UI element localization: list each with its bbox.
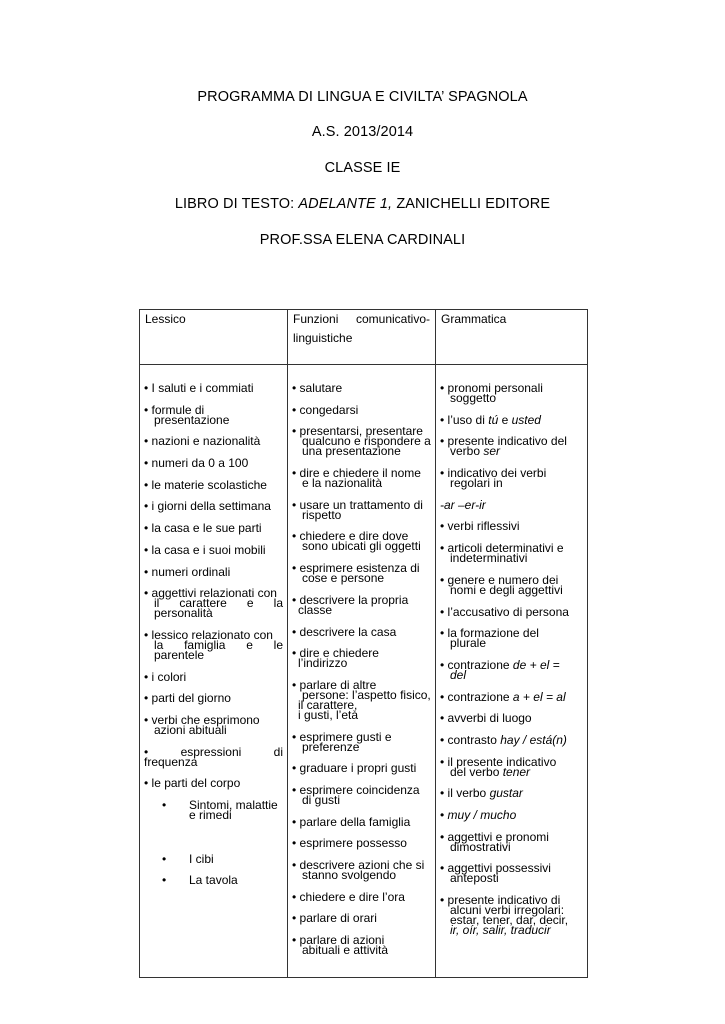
list-item (440, 627, 583, 650)
item-text-cont: dimostrativi (450, 839, 511, 854)
header-funzioni-word2: comunicativo- (355, 312, 430, 326)
header-lessico-label: Lessico (145, 312, 186, 326)
list-item (440, 520, 583, 533)
item-text: • I saluti e i commiati (144, 381, 254, 395)
item-text-part: • l’uso di (440, 412, 489, 427)
item-text-part: • (440, 808, 448, 822)
list-item (144, 746, 283, 769)
item-text: • articoli determinativi e (440, 541, 564, 556)
item-text: • esprimere coincidenza (292, 782, 420, 797)
item-text-cont: soggetto (450, 391, 497, 405)
list-item (292, 467, 431, 490)
item-text: • indicativo dei verbi (440, 466, 547, 481)
item-text-cont: classe (298, 602, 333, 617)
item-text-cont: estar, tener, dar, decir, (450, 913, 569, 928)
item-text-part: • contrazione (440, 657, 513, 672)
item-text: Sintomi, malattie (189, 798, 278, 812)
list-item (292, 784, 431, 807)
item-text-cont: preferenze (302, 739, 360, 754)
list-item (440, 659, 583, 682)
list-item (440, 574, 583, 597)
item-text-part: e (498, 412, 512, 427)
item-text-cont: il carattere, (298, 697, 358, 712)
list-item (292, 816, 431, 829)
item-text: • parlare di azioni (292, 933, 385, 948)
column-funzioni (288, 365, 436, 978)
item-text: • graduare i propri gusti (292, 761, 417, 776)
item-text-cont: plurale (450, 636, 487, 651)
item-text: • le materie scolastiche (144, 477, 267, 492)
textbook-prefix: LIBRO DI TESTO: (174, 196, 299, 212)
item-text-italic: de + el = (512, 657, 560, 672)
item-text: • numeri da 0 a 100 (144, 456, 249, 471)
header-funzioni-line1 (293, 313, 430, 326)
list-item (292, 912, 431, 925)
list-item (292, 647, 431, 670)
list-item (144, 435, 283, 448)
sub-list-item (144, 799, 283, 822)
item-text: • i colori (144, 669, 187, 684)
sub-list-item (144, 853, 283, 866)
item-text: • esprimere gusti e (292, 729, 392, 744)
item-text-part: • contrazione (440, 689, 513, 704)
list-item (292, 891, 431, 904)
item-text: • presentarsi, presentare (292, 424, 423, 439)
list-item (292, 731, 431, 754)
item-text-italic: -ar –er-ir (440, 497, 486, 512)
item-text-italic: usted (511, 412, 541, 427)
item-text (440, 499, 583, 512)
document-title: PROGRAMMA DI LINGUA E CIVILTA’ SPAGNOLA (197, 89, 528, 105)
header-grammatica-label: Grammatica (441, 312, 507, 326)
list-item (292, 594, 431, 617)
item-text-cont: una presentazione (302, 444, 401, 459)
item-text-italic: muy / mucho (447, 808, 517, 822)
list-item (144, 671, 283, 684)
item-text-italic: gustar (489, 786, 523, 801)
item-text-cont: qualcuno e rispondere a (302, 434, 431, 449)
item-text-cont: rispetto (302, 507, 342, 522)
item-text-part: • contrasto (440, 732, 501, 747)
list-item (144, 500, 283, 513)
item-text: • pronomi personali (440, 381, 543, 395)
item-text: • la casa e le sue parti (144, 521, 262, 536)
item-text: • il presente indicativo (440, 754, 557, 769)
item-text-cont: l’indirizzo (298, 656, 348, 671)
item-text: • la formazione del (440, 626, 539, 641)
item-text: • verbi riflessivi (440, 519, 520, 534)
item-text (440, 691, 583, 704)
item-text: • la casa e i suoi mobili (144, 542, 266, 557)
item-text: • parlare della famiglia (292, 814, 411, 829)
item-text: • congedarsi (292, 402, 359, 417)
list-item (440, 831, 583, 854)
list-item (440, 691, 583, 704)
item-text-italic: tener (502, 764, 531, 779)
item-text-cont: sono ubicati gli oggetti (302, 539, 421, 554)
list-item (292, 425, 431, 458)
item-text-cont: i gusti, l’età (298, 707, 359, 722)
textbook-publisher: ZANICHELLI EDITORE (392, 196, 551, 212)
item-text-cont (440, 766, 583, 779)
item-text-justified: il carattere e la (154, 596, 283, 611)
list-item (144, 457, 283, 470)
list-item (144, 714, 283, 737)
bullet-icon: • (162, 851, 167, 866)
list-item (144, 544, 283, 557)
list-item (440, 499, 583, 512)
item-text-cont: di gusti (302, 792, 341, 807)
list-item (440, 382, 583, 405)
bullet-icon: • (162, 798, 167, 812)
item-text-justified: la famiglia e le (154, 637, 283, 652)
item-text-cont: parentele (154, 647, 205, 662)
list-item (144, 777, 283, 790)
sub-list-item (144, 874, 283, 887)
item-text: La tavola (189, 873, 238, 888)
column-lessico (140, 365, 288, 978)
item-text: • esprimere possesso (292, 836, 407, 851)
item-text-cont: alcuni verbi irregolari: (450, 903, 565, 918)
item-text (440, 809, 583, 822)
list-item (440, 756, 583, 779)
item-text: • avverbi di luogo (440, 711, 532, 726)
item-text-italic: ir, oír, salir, traducir (450, 923, 551, 938)
item-text-cont: abituali e attività (302, 943, 389, 958)
item-text: • descrivere la casa (292, 624, 397, 639)
list-item (144, 382, 283, 395)
table-header-row (140, 310, 588, 365)
header-grammatica (436, 310, 588, 365)
item-text-cont: cose e persone (302, 571, 385, 586)
item-text-italic: hay / está(n) (500, 732, 567, 747)
header-funzioni-line2: linguistiche (293, 331, 353, 345)
class-name: CLASSE IE (324, 160, 401, 176)
item-text: • genere e numero dei (440, 572, 559, 587)
item-text-part: del verbo (450, 764, 503, 779)
list-item (144, 692, 283, 705)
item-text-cont: regolari in (450, 476, 503, 491)
list-item (292, 679, 431, 722)
list-item (440, 467, 583, 490)
item-text-cont: stanno svolgendo (302, 868, 397, 882)
list-item (144, 629, 283, 662)
table-body-row (140, 365, 588, 978)
item-text-italic: tú (488, 412, 499, 427)
item-text-cont: frequenza (144, 754, 198, 769)
header-lessico (140, 310, 288, 365)
item-text: • l’accusativo di persona (440, 604, 569, 619)
list-item (292, 404, 431, 417)
item-text: • dire e chiedere il nome (292, 466, 421, 481)
item-text (440, 414, 583, 427)
header-funzioni-word1: Funzioni (293, 312, 339, 326)
list-item (144, 479, 283, 492)
item-text (440, 734, 583, 747)
list-item (440, 809, 583, 822)
item-text: • nazioni e nazionalità (144, 434, 261, 449)
list-item (292, 382, 431, 395)
item-text-justified: • espressioni di (144, 744, 283, 759)
list-item (144, 404, 283, 427)
column-grammatica (436, 365, 588, 978)
item-text-cont: nomi e degli aggettivi (450, 582, 563, 597)
item-text: • parti del giorno (144, 691, 231, 706)
item-text-part: • il verbo (440, 786, 490, 801)
item-text: • le parti del corpo (144, 776, 241, 791)
item-text-cont: presentazione (154, 412, 230, 427)
list-item (440, 734, 583, 747)
item-text: • presente indicativo di (440, 893, 561, 908)
item-text-cont: azioni abituali (154, 722, 227, 737)
item-text-italic: del (450, 667, 467, 682)
list-item (440, 414, 583, 427)
list-item (292, 499, 431, 522)
list-item (440, 435, 583, 458)
textbook-title: ADELANTE 1, (298, 196, 393, 212)
item-text-part: verbo (450, 444, 484, 459)
item-text: • aggettivi possessivi (440, 861, 551, 876)
item-text-italic: a + el = al (512, 689, 566, 704)
item-text-cont: indeterminativi (450, 551, 528, 566)
item-text: • salutare (292, 381, 343, 395)
list-item (440, 712, 583, 725)
item-text: • aggettivi e pronomi (440, 829, 549, 844)
item-text-cont: persone: l’aspetto fisico, (302, 687, 431, 702)
item-text: • numeri ordinali (144, 564, 231, 579)
item-text: • formule di (144, 402, 205, 417)
item-text: • aggettivi relazionati con (144, 586, 277, 601)
item-text-cont: e rimedi (189, 808, 232, 822)
item-text: • verbi che esprimono (144, 712, 260, 727)
list-item (440, 862, 583, 885)
textbook-line (0, 196, 725, 212)
list-item (440, 606, 583, 619)
item-text-italic: ser (483, 444, 501, 459)
item-text: I cibi (189, 851, 214, 866)
list-item (292, 934, 431, 957)
item-text: • i giorni della settimana (144, 499, 271, 514)
item-text: • lessico relazionato con (144, 627, 273, 642)
item-text: • chiedere e dire l’ora (292, 889, 405, 904)
list-item (292, 562, 431, 585)
header-funzioni (288, 310, 436, 365)
list-item (440, 894, 583, 937)
item-text-cont: personalità (154, 606, 213, 621)
list-item (292, 837, 431, 850)
item-text: • parlare di altre (292, 677, 377, 692)
item-text: • presente indicativo del (440, 434, 567, 449)
item-text: • descrivere la propria (292, 592, 409, 607)
item-text: • usare un trattamento di (292, 497, 423, 512)
item-text: • descrivere azioni che si (292, 858, 425, 872)
program-table (139, 309, 588, 978)
list-item (144, 566, 283, 579)
list-item (292, 530, 431, 553)
list-item (292, 859, 431, 882)
item-text: • esprimere esistenza di (292, 561, 420, 576)
list-item (292, 626, 431, 639)
item-text: • dire e chiedere (292, 646, 379, 661)
item-text-cont: e la nazionalità (302, 476, 383, 491)
school-year: A.S. 2013/2014 (311, 124, 414, 140)
item-text: • parlare di orari (292, 911, 377, 926)
list-item (440, 542, 583, 565)
list-item (144, 522, 283, 535)
bullet-icon: • (162, 873, 167, 888)
list-item (144, 587, 283, 620)
list-item (292, 762, 431, 775)
item-text: • chiedere e dire dove (292, 529, 409, 544)
teacher-name: PROF.SSA ELENA CARDINALI (259, 232, 466, 248)
item-text (440, 787, 583, 800)
list-item (440, 787, 583, 800)
item-text-cont: anteposti (450, 871, 499, 886)
